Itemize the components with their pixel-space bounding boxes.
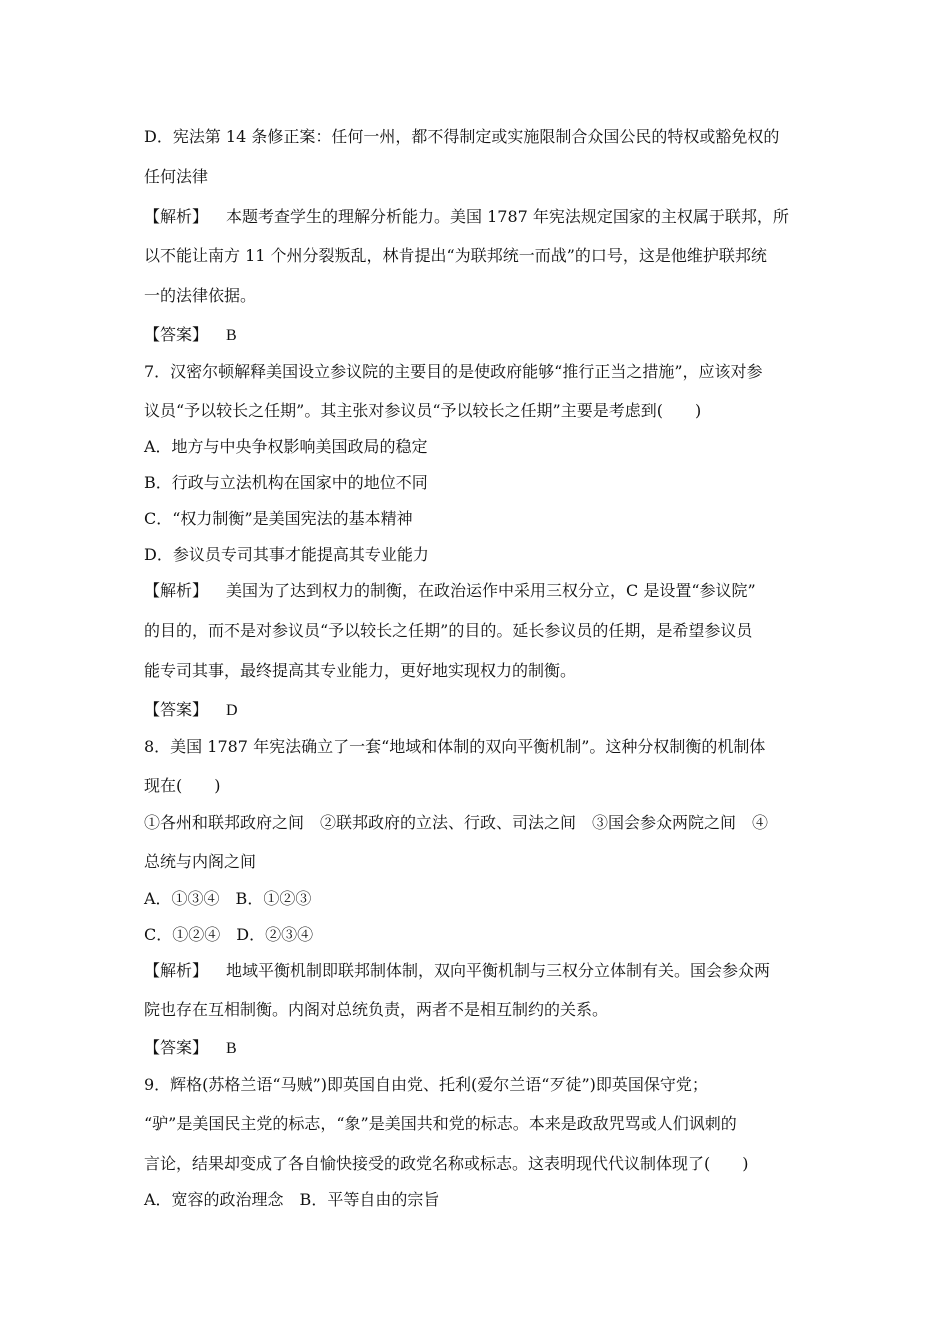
analysis-tag: 【解析】 bbox=[144, 961, 209, 980]
answer-tag: 【答案】 bbox=[144, 700, 209, 719]
q9-stem-line1: 9．辉格(苏格兰语“马贼”)即英国自由党、托利(爱尔兰语“歹徒”)即英国保守党； bbox=[144, 1075, 708, 1094]
q8-options-ab: A．①③④ B．①②③ bbox=[144, 889, 312, 908]
q7-option-c: C．“权力制衡”是美国宪法的基本精神 bbox=[144, 509, 413, 528]
answer-tag: 【答案】 bbox=[144, 325, 209, 344]
q6-option-d-line1: D．宪法第 14 条修正案：任何一州，都不得制定或实施限制合众国公民的特权或豁免权的 bbox=[144, 127, 780, 146]
q6-answer-line bbox=[144, 325, 808, 346]
answer-value: B bbox=[226, 1040, 237, 1057]
q7-analysis-line1 bbox=[144, 581, 808, 601]
q9-stem-line2: “驴”是美国民主党的标志，“象”是美国共和党的标志。本来是政敌咒骂或人们讽刺的 bbox=[144, 1114, 737, 1133]
answer-tag: 【答案】 bbox=[144, 1038, 209, 1057]
q8-analysis-line1 bbox=[144, 961, 808, 981]
q7-analysis-line3: 能专司其事，最终提高其专业能力，更好地实现权力的制衡。 bbox=[144, 661, 577, 680]
q6-analysis-line3: 一的法律依据。 bbox=[144, 286, 257, 305]
q7-option-a: A．地方与中央争权影响美国政局的稳定 bbox=[144, 437, 428, 456]
q7-stem-line1: 7．汉密尔顿解释美国设立参议院的主要目的是使政府能够“推行正当之措施”，应该对参 bbox=[144, 362, 763, 381]
q7-answer-line bbox=[144, 700, 808, 721]
q7-analysis-line2: 的目的，而不是对参议员“予以较长之任期”的目的。延长参议员的任期，是希望参议员 bbox=[144, 621, 753, 640]
q7-option-b: B．行政与立法机构在国家中的地位不同 bbox=[144, 473, 428, 492]
analysis-tag: 【解析】 bbox=[144, 581, 209, 600]
q8-answer-line bbox=[144, 1038, 808, 1059]
q9-options-ab: A．宽容的政治理念 B．平等自由的宗旨 bbox=[144, 1190, 440, 1209]
analysis-text: 地域平衡机制即联邦制体制，双向平衡机制与三权分立体制有关。国会参众两 bbox=[226, 961, 771, 980]
answer-value: D bbox=[226, 702, 238, 719]
q8-items-line1: ①各州和联邦政府之间 ②联邦政府的立法、行政、司法之间 ③国会参众两院之间 ④ bbox=[144, 813, 769, 832]
q8-items-line2: 总统与内阁之间 bbox=[144, 852, 257, 871]
analysis-tag: 【解析】 bbox=[144, 207, 209, 226]
q7-stem-line2: 议员“予以较长之任期”。其主张对参议员“予以较长之任期”主要是考虑到( ) bbox=[144, 401, 702, 420]
q8-stem-line2: 现在( ) bbox=[144, 776, 221, 795]
q6-option-d-line2: 任何法律 bbox=[144, 167, 209, 186]
q6-analysis-line2: 以不能让南方 11 个州分裂叛乱，林肯提出“为联邦统一而战”的口号，这是他维护联邦统 bbox=[144, 246, 767, 265]
analysis-text: 本题考查学生的理解分析能力。美国 1787 年宪法规定国家的主权属于联邦，所 bbox=[226, 207, 789, 226]
q8-analysis-line2: 院也存在互相制衡。内阁对总统负责，两者不是相互制约的关系。 bbox=[144, 1000, 609, 1019]
q8-stem-line1: 8．美国 1787 年宪法确立了一套“地域和体制的双向平衡机制”。这种分权制衡的机制体 bbox=[144, 737, 766, 756]
q8-options-cd: C．①②④ D．②③④ bbox=[144, 925, 314, 944]
q9-stem-line3: 言论，结果却变成了各自愉快接受的政党名称或标志。这表明现代代议制体现了( ) bbox=[144, 1154, 749, 1173]
analysis-text: 美国为了达到权力的制衡，在政治运作中采用三权分立，C 是设置“参议院” bbox=[226, 581, 756, 600]
q7-option-d: D．参议员专司其事才能提高其专业能力 bbox=[144, 545, 429, 564]
answer-value: B bbox=[226, 327, 237, 344]
q6-analysis-line1 bbox=[144, 207, 808, 227]
